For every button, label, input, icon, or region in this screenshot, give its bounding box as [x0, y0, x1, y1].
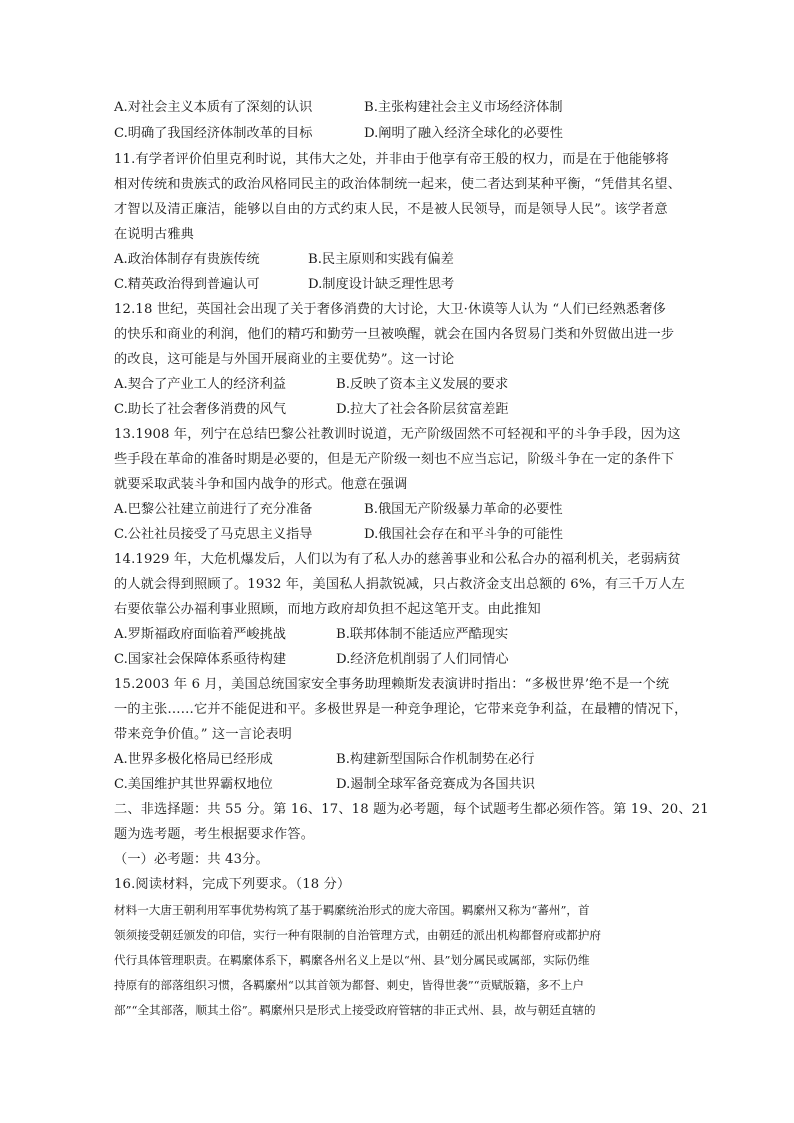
q10-option-b: B.主张构建社会主义市场经济体制 [364, 100, 563, 115]
section2-heading-line: 二、非选择题：共 55 分。第 16、17、18 题为必考题，每个试题考生都必须作答。第 19、20、21 [114, 802, 709, 817]
q11-stem-line: 才智以及清正廉洁，能够以自由的方式约束人民，不是被人民领导，而是领导人民”。该学者意 [114, 202, 668, 217]
q10-option-d: D.阐明了融入经济全球化的必要性 [364, 126, 563, 141]
q12-stem-line: 的快乐和商业的利润，他们的精巧和勤劳一旦被唤醒，就会在国内各贸易门类和外贸做出进一步 [114, 327, 675, 342]
q12-option-b: B.反映了资本主义发展的要求 [336, 377, 509, 392]
q11-option-b: B.民主原则和实践有偏差 [308, 252, 454, 267]
section2-heading-line: 题为选考题，考生根据要求作答。 [114, 827, 315, 842]
q12-option-a: A.契合了产业工人的经济利益 [114, 377, 286, 392]
q12-stem-line: 的改良，这可能是与外国开展商业的主要优势”。这一讨论 [114, 352, 455, 367]
q15-option-c: C.美国维护其世界霸权地位 [114, 777, 273, 792]
q13-option-b: B.俄国无产阶级暴力革命的必要性 [364, 502, 563, 517]
material-line: 持原有的部落组织习惯，各羁縻州“以其首领为都督、刺史，皆得世袭”“贡赋版籍，多不上户 [114, 978, 584, 992]
q15-option-b: B.构建新型国际合作机制势在必行 [336, 752, 535, 767]
q14-stem-line: 右要依靠公办福利事业照顾，而地方政府却负担不起这笔开支。由此推知 [114, 602, 541, 617]
required-questions-heading: （一）必考题：共 43分。 [114, 852, 269, 867]
q13-option-c: C.公社社员接受了马克思主义指导 [114, 527, 313, 542]
q12-option-d: D.拉大了社会各阶层贫富差距 [336, 402, 509, 417]
q13-option-a: A.巴黎公社建立前进行了充分准备 [114, 502, 313, 517]
q14-option-a: A.罗斯福政府面临着严峻挑战 [114, 627, 286, 642]
material-line: 领须接受朝廷颁发的印信，实行一种有限制的自治管理方式，由朝廷的派出机构都督府或都护府 [114, 928, 601, 942]
q11-stem-line: 在说明古雅典 [114, 227, 195, 242]
q11-option-d: D.制度设计缺乏理性思考 [308, 277, 455, 292]
q13-stem-line: 些手段在革命的准备时期是必要的，但是无产阶级一刻也不应当忘记，阶级斗争在一定的条件下 [114, 452, 675, 467]
q14-option-c: C.国家社会保障体系亟待构建 [114, 652, 287, 667]
q11-option-a: A.政治体制存有贵族传统 [114, 252, 260, 267]
material-line: 部”“全其部落，顺其土俗”。羁縻州只是形式上接受政府管辖的非正式州、县，故与朝廷直辖的 [114, 1003, 596, 1017]
q11-stem-line: 11.有学者评价伯里克利时说，其伟大之处，并非由于他享有帝王般的权力，而是在于他能够将 [114, 152, 669, 167]
q10-option-c: C.明确了我国经济体制改革的目标 [114, 126, 313, 141]
q10-option-a: A.对社会主义本质有了深刻的认识 [114, 100, 313, 115]
q14-stem-line: 14.1929 年，大危机爆发后，人们以为有了私人办的慈善事业和公私合办的福利机关，老弱病贫 [114, 552, 681, 567]
q15-stem-line: 一的主张……它并不能促进和平。多极世界是一种竞争理论，它带来竞争利益，在最糟的情况下， [114, 702, 688, 717]
material-line: 代行具体管理职责。在羁縻体系下，羁縻各州名义上是以“州、县”划分属民或属部，实际仍维 [114, 953, 590, 967]
q13-option-d: D.俄国社会存在和平斗争的可能性 [364, 527, 563, 542]
q16-title: 16.阅读材料，完成下列要求。（18 分） [114, 877, 351, 892]
q11-option-c: C.精英政治得到普遍认可 [114, 277, 260, 292]
q14-option-b: B.联邦体制不能适应严酷现实 [336, 627, 509, 642]
q15-option-a: A.世界多极化格局已经形成 [114, 752, 273, 767]
q15-option-d: D.遏制全球军备竞赛成为各国共识 [336, 777, 535, 792]
q15-stem-line: 带来竞争价值。” 这一言论表明 [114, 727, 293, 742]
q12-stem-line: 12.18 世纪，英国社会出现了关于奢侈消费的大讨论，大卫·休谟等人认为 “人们已经熟悉奢侈 [114, 302, 666, 317]
q14-stem-line: 的人就会得到照顾了。1932 年，美国私人捐款锐减，只占救济金支出总额的 6%，有三千万人左 [114, 577, 685, 592]
q12-option-c: C.助长了社会奢侈消费的风气 [114, 402, 287, 417]
q14-option-d: D.经济危机削弱了人们同情心 [336, 652, 509, 667]
q11-stem-line: 相对传统和贵族式的政治风格同民主的政治体制统一起来，使二者达到某种平衡，“凭借其名望、 [114, 177, 682, 192]
q13-stem-line: 就要采取武装斗争和国内战争的形式。他意在强调 [114, 477, 408, 492]
q15-stem-line: 15.2003 年 6 月，美国总统国家安全事务助理赖斯发表演讲时指出：“多极世界’绝不是一个统 [114, 677, 670, 692]
material-line: 材料一大唐王朝利用军事优势构筑了基于羁縻统治形式的庞大帝国。羁縻州又称为“蕃州”，首 [114, 903, 590, 917]
q13-stem-line: 13.1908 年，列宁在总结巴黎公社教训时说道，无产阶级固然不可轻视和平的斗争手段，因为这 [114, 427, 681, 442]
